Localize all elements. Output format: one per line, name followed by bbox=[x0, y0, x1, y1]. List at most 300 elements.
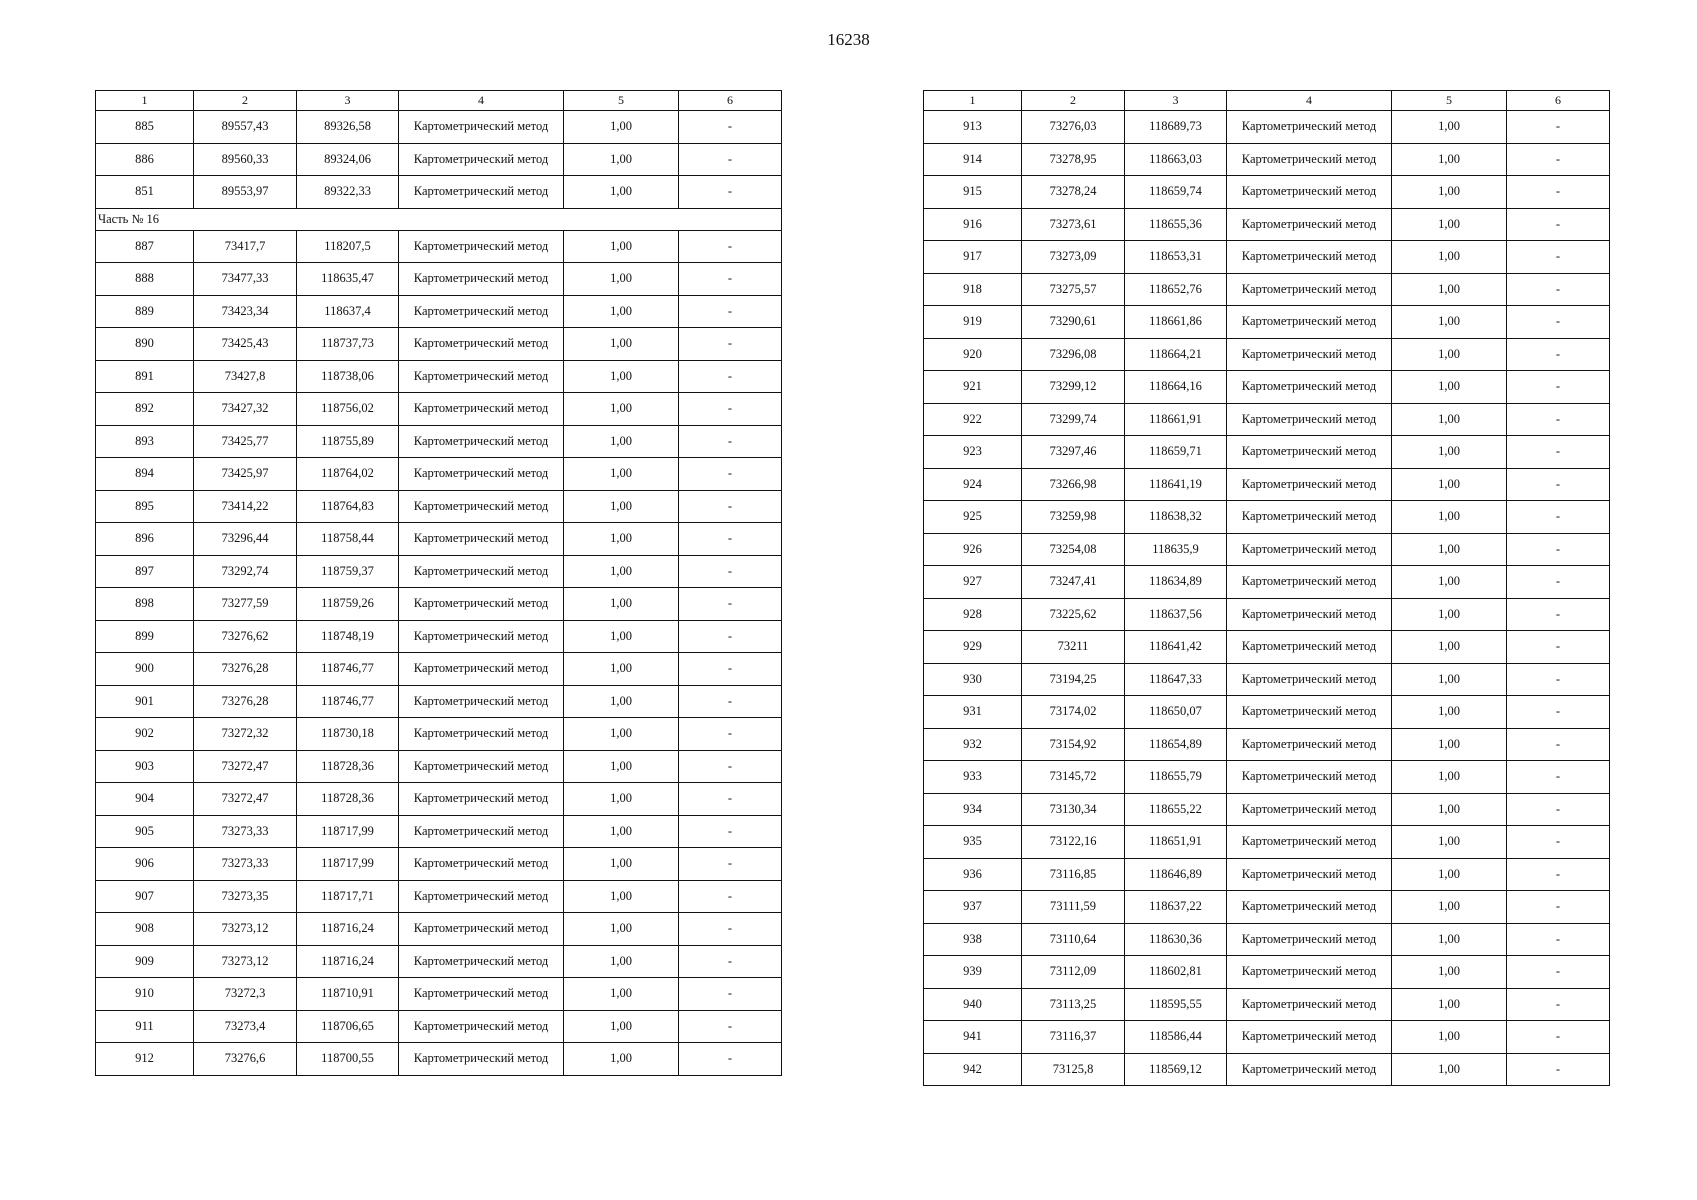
y-coordinate-cell: 118661,86 bbox=[1125, 306, 1227, 339]
y-coordinate-cell: 118637,56 bbox=[1125, 598, 1227, 631]
y-coordinate-cell: 118663,03 bbox=[1125, 143, 1227, 176]
y-coordinate-cell: 118730,18 bbox=[297, 718, 399, 751]
x-coordinate-cell: 73273,09 bbox=[1022, 241, 1125, 274]
note-cell: - bbox=[1507, 566, 1610, 599]
x-coordinate-cell: 73272,32 bbox=[194, 718, 297, 751]
table-row bbox=[96, 490, 782, 523]
point-number-cell: 906 bbox=[96, 848, 194, 881]
y-coordinate-cell: 118595,55 bbox=[1125, 988, 1227, 1021]
x-coordinate-cell: 73194,25 bbox=[1022, 663, 1125, 696]
y-coordinate-cell: 118630,36 bbox=[1125, 923, 1227, 956]
method-cell: Картометрический метод bbox=[1227, 1053, 1392, 1086]
method-cell: Картометрический метод bbox=[399, 490, 564, 523]
method-cell: Картометрический метод bbox=[1227, 501, 1392, 534]
y-coordinate-cell: 118756,02 bbox=[297, 393, 399, 426]
accuracy-cell: 1,00 bbox=[1392, 631, 1507, 664]
note-cell: - bbox=[679, 425, 782, 458]
note-cell: - bbox=[679, 750, 782, 783]
accuracy-cell: 1,00 bbox=[1392, 1021, 1507, 1054]
y-coordinate-cell: 118655,79 bbox=[1125, 761, 1227, 794]
x-coordinate-cell: 73278,95 bbox=[1022, 143, 1125, 176]
table-body bbox=[96, 111, 782, 1076]
method-cell: Картометрический метод bbox=[399, 653, 564, 686]
x-coordinate-cell: 73145,72 bbox=[1022, 761, 1125, 794]
point-number-cell: 934 bbox=[924, 793, 1022, 826]
table-row bbox=[924, 761, 1610, 794]
y-coordinate-cell: 118637,4 bbox=[297, 295, 399, 328]
y-coordinate-cell: 118728,36 bbox=[297, 783, 399, 816]
method-cell: Картометрический метод bbox=[399, 783, 564, 816]
table-row bbox=[96, 555, 782, 588]
accuracy-cell: 1,00 bbox=[564, 848, 679, 881]
x-coordinate-cell: 73277,59 bbox=[194, 588, 297, 621]
point-number-cell: 910 bbox=[96, 978, 194, 1011]
point-number-cell: 907 bbox=[96, 880, 194, 913]
accuracy-cell: 1,00 bbox=[1392, 111, 1507, 144]
table-row bbox=[96, 425, 782, 458]
note-cell: - bbox=[1507, 501, 1610, 534]
accuracy-cell: 1,00 bbox=[1392, 338, 1507, 371]
x-coordinate-cell: 89560,33 bbox=[194, 143, 297, 176]
note-cell: - bbox=[679, 328, 782, 361]
point-number-cell: 887 bbox=[96, 230, 194, 263]
accuracy-cell: 1,00 bbox=[1392, 826, 1507, 859]
point-number-cell: 851 bbox=[96, 176, 194, 209]
y-coordinate-cell: 118651,91 bbox=[1125, 826, 1227, 859]
note-cell: - bbox=[1507, 923, 1610, 956]
y-coordinate-cell: 89324,06 bbox=[297, 143, 399, 176]
accuracy-cell: 1,00 bbox=[1392, 728, 1507, 761]
point-number-cell: 912 bbox=[96, 1043, 194, 1076]
x-coordinate-cell: 73425,43 bbox=[194, 328, 297, 361]
point-number-cell: 885 bbox=[96, 111, 194, 144]
method-cell: Картометрический метод bbox=[1227, 176, 1392, 209]
method-cell: Картометрический метод bbox=[1227, 143, 1392, 176]
method-cell: Картометрический метод bbox=[399, 523, 564, 556]
method-cell: Картометрический метод bbox=[399, 555, 564, 588]
accuracy-cell: 1,00 bbox=[1392, 891, 1507, 924]
note-cell: - bbox=[679, 111, 782, 144]
point-number-cell: 904 bbox=[96, 783, 194, 816]
x-coordinate-cell: 73292,74 bbox=[194, 555, 297, 588]
method-cell: Картометрический метод bbox=[399, 328, 564, 361]
table-row bbox=[924, 793, 1610, 826]
point-number-cell: 903 bbox=[96, 750, 194, 783]
note-cell: - bbox=[1507, 306, 1610, 339]
note-cell: - bbox=[679, 230, 782, 263]
accuracy-cell: 1,00 bbox=[1392, 241, 1507, 274]
y-coordinate-cell: 118647,33 bbox=[1125, 663, 1227, 696]
method-cell: Картометрический метод bbox=[1227, 403, 1392, 436]
y-coordinate-cell: 118717,71 bbox=[297, 880, 399, 913]
y-coordinate-cell: 118641,19 bbox=[1125, 468, 1227, 501]
y-coordinate-cell: 118700,55 bbox=[297, 1043, 399, 1076]
x-coordinate-cell: 73211 bbox=[1022, 631, 1125, 664]
table-row bbox=[96, 295, 782, 328]
table-row bbox=[924, 988, 1610, 1021]
point-number-cell: 886 bbox=[96, 143, 194, 176]
x-coordinate-cell: 73225,62 bbox=[1022, 598, 1125, 631]
table-row bbox=[924, 566, 1610, 599]
point-number-cell: 911 bbox=[96, 1010, 194, 1043]
note-cell: - bbox=[1507, 1021, 1610, 1054]
method-cell: Картометрический метод bbox=[1227, 696, 1392, 729]
point-number-cell: 902 bbox=[96, 718, 194, 751]
note-cell: - bbox=[679, 588, 782, 621]
method-cell: Картометрический метод bbox=[399, 913, 564, 946]
table-body bbox=[924, 111, 1610, 1086]
method-cell: Картометрический метод bbox=[1227, 858, 1392, 891]
point-number-cell: 926 bbox=[924, 533, 1022, 566]
column-header: 3 bbox=[297, 91, 399, 111]
y-coordinate-cell: 118664,21 bbox=[1125, 338, 1227, 371]
method-cell: Картометрический метод bbox=[1227, 891, 1392, 924]
table-header bbox=[96, 91, 782, 111]
method-cell: Картометрический метод bbox=[1227, 826, 1392, 859]
point-number-cell: 894 bbox=[96, 458, 194, 491]
accuracy-cell: 1,00 bbox=[564, 880, 679, 913]
column-header: 3 bbox=[1125, 91, 1227, 111]
x-coordinate-cell: 73299,12 bbox=[1022, 371, 1125, 404]
note-cell: - bbox=[1507, 598, 1610, 631]
x-coordinate-cell: 89553,97 bbox=[194, 176, 297, 209]
x-coordinate-cell: 73296,08 bbox=[1022, 338, 1125, 371]
y-coordinate-cell: 118755,89 bbox=[297, 425, 399, 458]
method-cell: Картометрический метод bbox=[399, 230, 564, 263]
left-coordinates-table bbox=[95, 90, 782, 1076]
y-coordinate-cell: 118655,36 bbox=[1125, 208, 1227, 241]
table-row bbox=[924, 956, 1610, 989]
note-cell: - bbox=[679, 143, 782, 176]
point-number-cell: 915 bbox=[924, 176, 1022, 209]
table-row bbox=[924, 631, 1610, 664]
note-cell: - bbox=[679, 783, 782, 816]
x-coordinate-cell: 73425,97 bbox=[194, 458, 297, 491]
x-coordinate-cell: 73276,6 bbox=[194, 1043, 297, 1076]
table-row bbox=[924, 273, 1610, 306]
point-number-cell: 924 bbox=[924, 468, 1022, 501]
x-coordinate-cell: 73273,4 bbox=[194, 1010, 297, 1043]
point-number-cell: 929 bbox=[924, 631, 1022, 664]
column-header: 4 bbox=[399, 91, 564, 111]
y-coordinate-cell: 118717,99 bbox=[297, 815, 399, 848]
note-cell: - bbox=[679, 685, 782, 718]
table-row bbox=[96, 653, 782, 686]
y-coordinate-cell: 118728,36 bbox=[297, 750, 399, 783]
x-coordinate-cell: 73273,12 bbox=[194, 945, 297, 978]
table-row bbox=[924, 663, 1610, 696]
column-header: 6 bbox=[1507, 91, 1610, 111]
y-coordinate-cell: 118738,06 bbox=[297, 360, 399, 393]
x-coordinate-cell: 73125,8 bbox=[1022, 1053, 1125, 1086]
y-coordinate-cell: 118759,37 bbox=[297, 555, 399, 588]
method-cell: Картометрический метод bbox=[399, 360, 564, 393]
accuracy-cell: 1,00 bbox=[564, 360, 679, 393]
point-number-cell: 891 bbox=[96, 360, 194, 393]
method-cell: Картометрический метод bbox=[399, 685, 564, 718]
table-row bbox=[96, 143, 782, 176]
column-header: 5 bbox=[1392, 91, 1507, 111]
method-cell: Картометрический метод bbox=[399, 978, 564, 1011]
point-number-cell: 890 bbox=[96, 328, 194, 361]
method-cell: Картометрический метод bbox=[1227, 728, 1392, 761]
table-row bbox=[924, 923, 1610, 956]
method-cell: Картометрический метод bbox=[1227, 306, 1392, 339]
y-coordinate-cell: 89322,33 bbox=[297, 176, 399, 209]
column-header: 4 bbox=[1227, 91, 1392, 111]
method-cell: Картометрический метод bbox=[1227, 1021, 1392, 1054]
point-number-cell: 923 bbox=[924, 436, 1022, 469]
y-coordinate-cell: 118646,89 bbox=[1125, 858, 1227, 891]
method-cell: Картометрический метод bbox=[1227, 793, 1392, 826]
y-coordinate-cell: 118737,73 bbox=[297, 328, 399, 361]
accuracy-cell: 1,00 bbox=[564, 263, 679, 296]
point-number-cell: 889 bbox=[96, 295, 194, 328]
point-number-cell: 922 bbox=[924, 403, 1022, 436]
table-row bbox=[924, 403, 1610, 436]
x-coordinate-cell: 73174,02 bbox=[1022, 696, 1125, 729]
header-row bbox=[924, 91, 1610, 111]
point-number-cell: 909 bbox=[96, 945, 194, 978]
note-cell: - bbox=[1507, 826, 1610, 859]
point-number-cell: 941 bbox=[924, 1021, 1022, 1054]
section-row bbox=[96, 208, 782, 230]
table-row bbox=[96, 588, 782, 621]
note-cell: - bbox=[1507, 761, 1610, 794]
x-coordinate-cell: 73276,03 bbox=[1022, 111, 1125, 144]
accuracy-cell: 1,00 bbox=[564, 913, 679, 946]
x-coordinate-cell: 73275,57 bbox=[1022, 273, 1125, 306]
y-coordinate-cell: 118655,22 bbox=[1125, 793, 1227, 826]
x-coordinate-cell: 73116,85 bbox=[1022, 858, 1125, 891]
accuracy-cell: 1,00 bbox=[564, 815, 679, 848]
point-number-cell: 930 bbox=[924, 663, 1022, 696]
point-number-cell: 896 bbox=[96, 523, 194, 556]
x-coordinate-cell: 73273,33 bbox=[194, 815, 297, 848]
accuracy-cell: 1,00 bbox=[1392, 468, 1507, 501]
note-cell: - bbox=[679, 523, 782, 556]
y-coordinate-cell: 118634,89 bbox=[1125, 566, 1227, 599]
note-cell: - bbox=[679, 653, 782, 686]
point-number-cell: 932 bbox=[924, 728, 1022, 761]
x-coordinate-cell: 73112,09 bbox=[1022, 956, 1125, 989]
table-row bbox=[924, 338, 1610, 371]
note-cell: - bbox=[679, 263, 782, 296]
x-coordinate-cell: 73154,92 bbox=[1022, 728, 1125, 761]
note-cell: - bbox=[679, 815, 782, 848]
point-number-cell: 942 bbox=[924, 1053, 1022, 1086]
table-row bbox=[924, 1021, 1610, 1054]
note-cell: - bbox=[679, 913, 782, 946]
point-number-cell: 928 bbox=[924, 598, 1022, 631]
table-row bbox=[924, 241, 1610, 274]
y-coordinate-cell: 118569,12 bbox=[1125, 1053, 1227, 1086]
accuracy-cell: 1,00 bbox=[1392, 793, 1507, 826]
point-number-cell: 918 bbox=[924, 273, 1022, 306]
x-coordinate-cell: 73273,12 bbox=[194, 913, 297, 946]
table-row bbox=[96, 620, 782, 653]
x-coordinate-cell: 73276,28 bbox=[194, 653, 297, 686]
point-number-cell: 895 bbox=[96, 490, 194, 523]
y-coordinate-cell: 118659,74 bbox=[1125, 176, 1227, 209]
note-cell: - bbox=[679, 945, 782, 978]
method-cell: Картометрический метод bbox=[1227, 988, 1392, 1021]
accuracy-cell: 1,00 bbox=[1392, 566, 1507, 599]
point-number-cell: 905 bbox=[96, 815, 194, 848]
method-cell: Картометрический метод bbox=[1227, 598, 1392, 631]
point-number-cell: 898 bbox=[96, 588, 194, 621]
point-number-cell: 931 bbox=[924, 696, 1022, 729]
table-row bbox=[96, 360, 782, 393]
y-coordinate-cell: 118706,65 bbox=[297, 1010, 399, 1043]
x-coordinate-cell: 73110,64 bbox=[1022, 923, 1125, 956]
accuracy-cell: 1,00 bbox=[564, 1043, 679, 1076]
table-row bbox=[924, 598, 1610, 631]
accuracy-cell: 1,00 bbox=[1392, 306, 1507, 339]
table-row bbox=[96, 945, 782, 978]
x-coordinate-cell: 73423,34 bbox=[194, 295, 297, 328]
note-cell: - bbox=[679, 295, 782, 328]
y-coordinate-cell: 118759,26 bbox=[297, 588, 399, 621]
x-coordinate-cell: 73297,46 bbox=[1022, 436, 1125, 469]
y-coordinate-cell: 118638,32 bbox=[1125, 501, 1227, 534]
method-cell: Картометрический метод bbox=[399, 425, 564, 458]
y-coordinate-cell: 118641,42 bbox=[1125, 631, 1227, 664]
point-number-cell: 916 bbox=[924, 208, 1022, 241]
note-cell: - bbox=[1507, 728, 1610, 761]
table-row bbox=[924, 208, 1610, 241]
x-coordinate-cell: 73266,98 bbox=[1022, 468, 1125, 501]
column-header: 1 bbox=[924, 91, 1022, 111]
note-cell: - bbox=[1507, 436, 1610, 469]
x-coordinate-cell: 73417,7 bbox=[194, 230, 297, 263]
table-row bbox=[96, 718, 782, 751]
y-coordinate-cell: 118654,89 bbox=[1125, 728, 1227, 761]
y-coordinate-cell: 118207,5 bbox=[297, 230, 399, 263]
accuracy-cell: 1,00 bbox=[564, 458, 679, 491]
accuracy-cell: 1,00 bbox=[1392, 176, 1507, 209]
method-cell: Картометрический метод bbox=[1227, 436, 1392, 469]
accuracy-cell: 1,00 bbox=[1392, 208, 1507, 241]
note-cell: - bbox=[679, 848, 782, 881]
point-number-cell: 900 bbox=[96, 653, 194, 686]
accuracy-cell: 1,00 bbox=[1392, 1053, 1507, 1086]
method-cell: Картометрический метод bbox=[1227, 208, 1392, 241]
point-number-cell: 899 bbox=[96, 620, 194, 653]
method-cell: Картометрический метод bbox=[1227, 338, 1392, 371]
method-cell: Картометрический метод bbox=[399, 176, 564, 209]
y-coordinate-cell: 118716,24 bbox=[297, 913, 399, 946]
method-cell: Картометрический метод bbox=[399, 295, 564, 328]
note-cell: - bbox=[1507, 273, 1610, 306]
accuracy-cell: 1,00 bbox=[564, 295, 679, 328]
table-row bbox=[924, 501, 1610, 534]
point-number-cell: 937 bbox=[924, 891, 1022, 924]
table-row bbox=[924, 111, 1610, 144]
table-row bbox=[924, 306, 1610, 339]
note-cell: - bbox=[679, 718, 782, 751]
point-number-cell: 933 bbox=[924, 761, 1022, 794]
note-cell: - bbox=[1507, 111, 1610, 144]
accuracy-cell: 1,00 bbox=[564, 523, 679, 556]
method-cell: Картометрический метод bbox=[399, 143, 564, 176]
accuracy-cell: 1,00 bbox=[1392, 923, 1507, 956]
table-row bbox=[924, 533, 1610, 566]
point-number-cell: 901 bbox=[96, 685, 194, 718]
table-row bbox=[924, 891, 1610, 924]
table-row bbox=[96, 848, 782, 881]
note-cell: - bbox=[679, 555, 782, 588]
method-cell: Картометрический метод bbox=[1227, 761, 1392, 794]
x-coordinate-cell: 73425,77 bbox=[194, 425, 297, 458]
table-row bbox=[924, 1053, 1610, 1086]
table-row bbox=[96, 1043, 782, 1076]
note-cell: - bbox=[1507, 338, 1610, 371]
note-cell: - bbox=[1507, 696, 1610, 729]
x-coordinate-cell: 73273,33 bbox=[194, 848, 297, 881]
table-header bbox=[924, 91, 1610, 111]
x-coordinate-cell: 89557,43 bbox=[194, 111, 297, 144]
y-coordinate-cell: 118635,47 bbox=[297, 263, 399, 296]
accuracy-cell: 1,00 bbox=[1392, 696, 1507, 729]
note-cell: - bbox=[1507, 371, 1610, 404]
x-coordinate-cell: 73122,16 bbox=[1022, 826, 1125, 859]
y-coordinate-cell: 118764,83 bbox=[297, 490, 399, 523]
table-row bbox=[924, 728, 1610, 761]
method-cell: Картометрический метод bbox=[399, 718, 564, 751]
note-cell: - bbox=[679, 490, 782, 523]
accuracy-cell: 1,00 bbox=[1392, 273, 1507, 306]
note-cell: - bbox=[1507, 468, 1610, 501]
note-cell: - bbox=[679, 978, 782, 1011]
note-cell: - bbox=[679, 620, 782, 653]
x-coordinate-cell: 73477,33 bbox=[194, 263, 297, 296]
y-coordinate-cell: 118652,76 bbox=[1125, 273, 1227, 306]
table-row bbox=[96, 230, 782, 263]
x-coordinate-cell: 73130,34 bbox=[1022, 793, 1125, 826]
method-cell: Картометрический метод bbox=[1227, 566, 1392, 599]
table-row bbox=[96, 1010, 782, 1043]
note-cell: - bbox=[1507, 793, 1610, 826]
accuracy-cell: 1,00 bbox=[564, 230, 679, 263]
y-coordinate-cell: 118664,16 bbox=[1125, 371, 1227, 404]
table-row bbox=[96, 880, 782, 913]
table-row bbox=[924, 143, 1610, 176]
accuracy-cell: 1,00 bbox=[1392, 403, 1507, 436]
accuracy-cell: 1,00 bbox=[1392, 598, 1507, 631]
note-cell: - bbox=[679, 458, 782, 491]
table-row bbox=[924, 858, 1610, 891]
note-cell: - bbox=[1507, 956, 1610, 989]
x-coordinate-cell: 73111,59 bbox=[1022, 891, 1125, 924]
method-cell: Картометрический метод bbox=[1227, 631, 1392, 664]
y-coordinate-cell: 118635,9 bbox=[1125, 533, 1227, 566]
note-cell: - bbox=[679, 393, 782, 426]
note-cell: - bbox=[1507, 143, 1610, 176]
note-cell: - bbox=[679, 880, 782, 913]
y-coordinate-cell: 118637,22 bbox=[1125, 891, 1227, 924]
x-coordinate-cell: 73273,35 bbox=[194, 880, 297, 913]
x-coordinate-cell: 73272,47 bbox=[194, 783, 297, 816]
method-cell: Картометрический метод bbox=[1227, 371, 1392, 404]
note-cell: - bbox=[1507, 631, 1610, 664]
note-cell: - bbox=[1507, 176, 1610, 209]
point-number-cell: 919 bbox=[924, 306, 1022, 339]
table-row bbox=[96, 750, 782, 783]
y-coordinate-cell: 118586,44 bbox=[1125, 1021, 1227, 1054]
accuracy-cell: 1,00 bbox=[564, 978, 679, 1011]
method-cell: Картометрический метод bbox=[399, 393, 564, 426]
